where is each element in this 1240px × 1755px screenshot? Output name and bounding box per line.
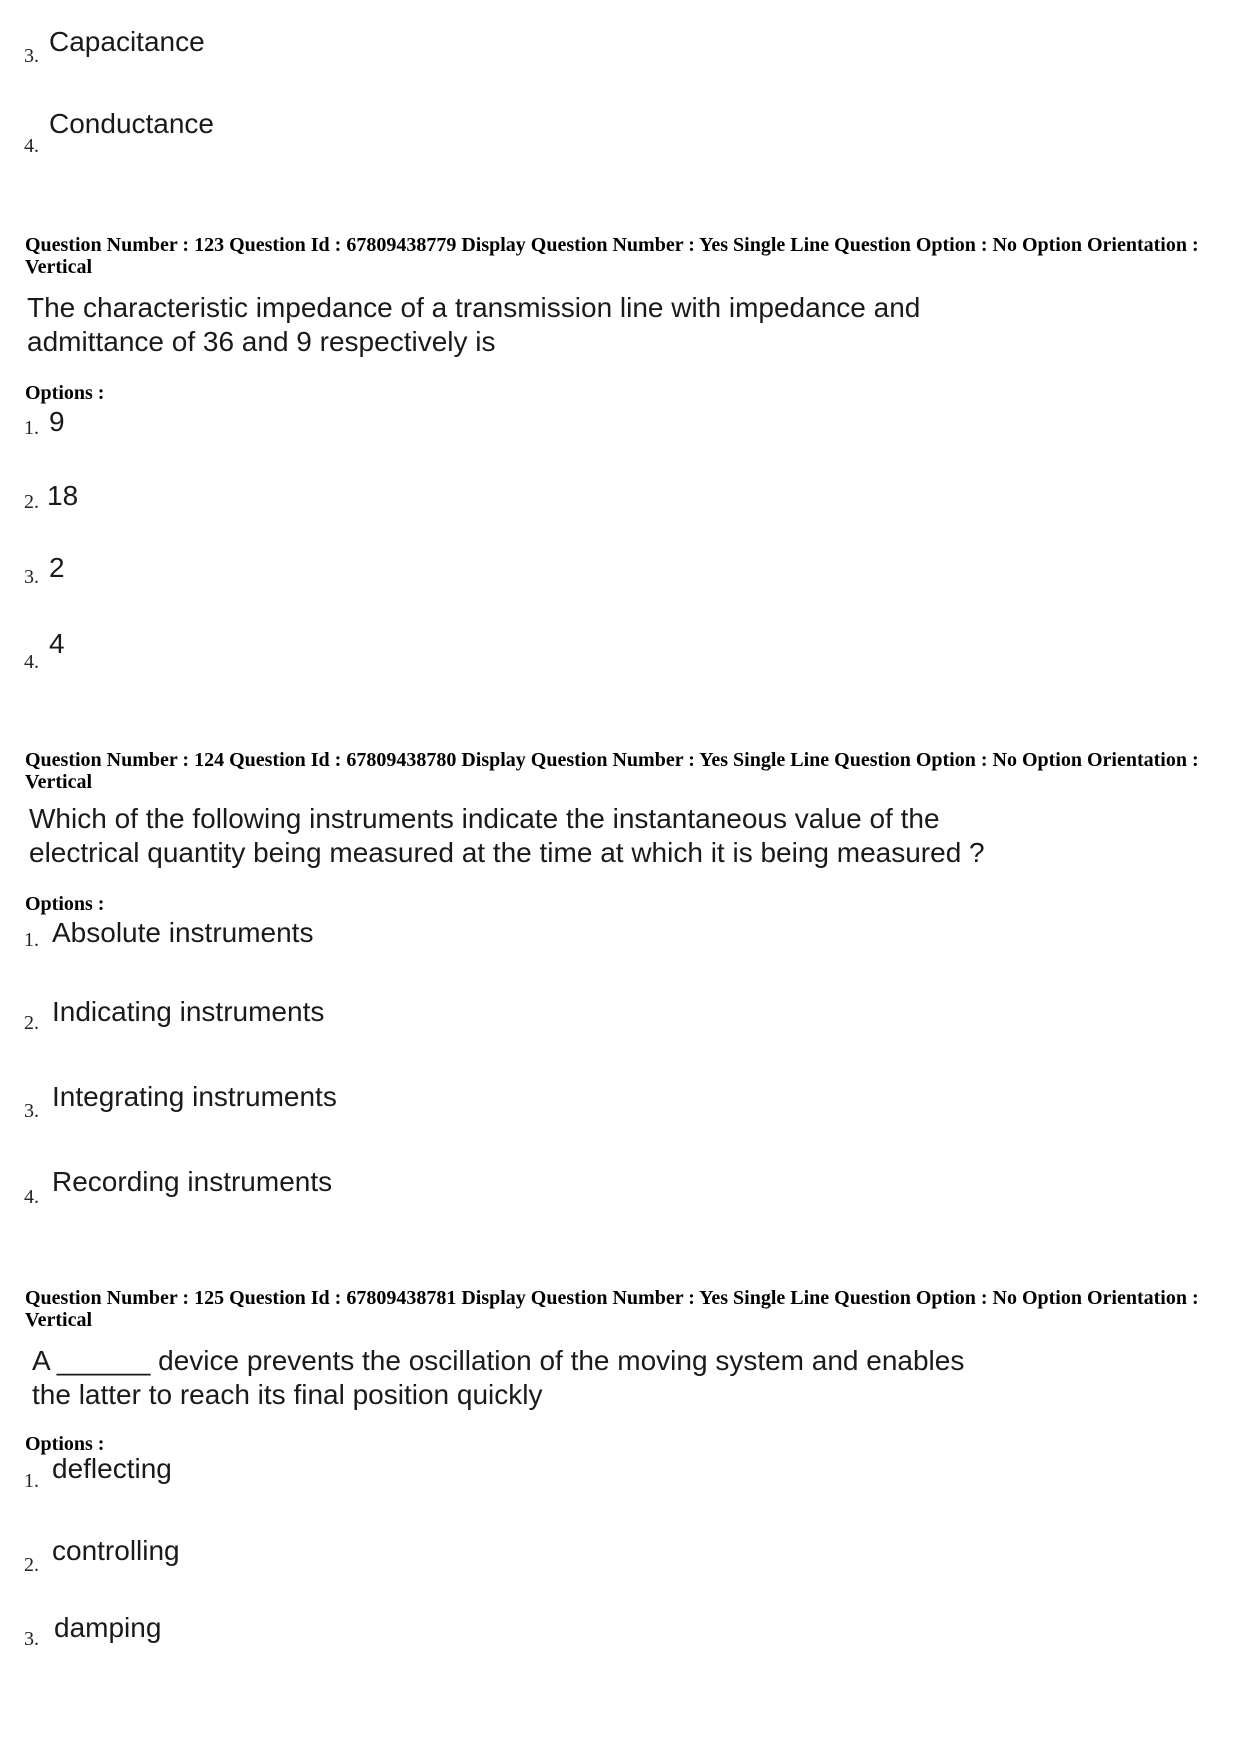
option-number: 2. — [24, 491, 39, 513]
option-number: 3. — [24, 1628, 39, 1650]
option-text: Recording instruments — [52, 1166, 333, 1197]
option-number: 1. — [24, 1470, 39, 1492]
option-text: Capacitance — [49, 26, 205, 57]
option-text: 18 — [47, 480, 79, 511]
question-text: The characteristic impedance of a transmission line with impedance and admittance of 36 and 9 respectively is — [27, 292, 921, 357]
option-text: 2 — [49, 552, 65, 583]
option-number: 3. — [24, 45, 39, 67]
option-number: 4. — [24, 1186, 39, 1208]
option-number: 4. — [24, 651, 39, 673]
option-number: 2. — [24, 1012, 39, 1034]
option-text: deflecting — [52, 1453, 172, 1484]
option-number: 3. — [24, 566, 39, 588]
option-text: Conductance — [49, 108, 215, 139]
options-label: Options : — [25, 1433, 105, 1455]
option-number: 1. — [24, 417, 39, 439]
option-number: 2. — [24, 1554, 39, 1576]
option-text: 9 — [49, 406, 65, 437]
option-text: Integrating instruments — [52, 1081, 337, 1112]
option-text: Absolute instruments — [52, 917, 314, 948]
option-text: controlling — [52, 1535, 180, 1566]
option-number: 3. — [24, 1100, 39, 1122]
question-text: Which of the following instruments indicate the instantaneous value of the electrical quantity being measured at the time at which it is being measured ? — [29, 803, 985, 868]
option-number: 1. — [24, 929, 39, 951]
options-label: Options : — [25, 382, 105, 404]
options-label: Options : — [25, 893, 105, 915]
question-meta: Question Number : 123 Question Id : 67809438779 Display Question Number : Yes Single Line Question Option : No Option Orientation : Vertical — [25, 234, 1199, 278]
option-number: 4. — [24, 135, 39, 157]
question-meta: Question Number : 124 Question Id : 67809438780 Display Question Number : Yes Single Line Question Option : No Option Orientation : Vertical — [25, 749, 1199, 793]
option-text: damping — [54, 1612, 162, 1643]
option-text: Indicating instruments — [52, 996, 325, 1027]
question-meta: Question Number : 125 Question Id : 67809438781 Display Question Number : Yes Single Line Question Option : No Option Orientation : Vertical — [25, 1287, 1199, 1331]
question-text: A ______ device prevents the oscillation of the moving system and enables the latter to reach its final position quickly — [32, 1345, 965, 1410]
option-text: 4 — [49, 628, 65, 659]
